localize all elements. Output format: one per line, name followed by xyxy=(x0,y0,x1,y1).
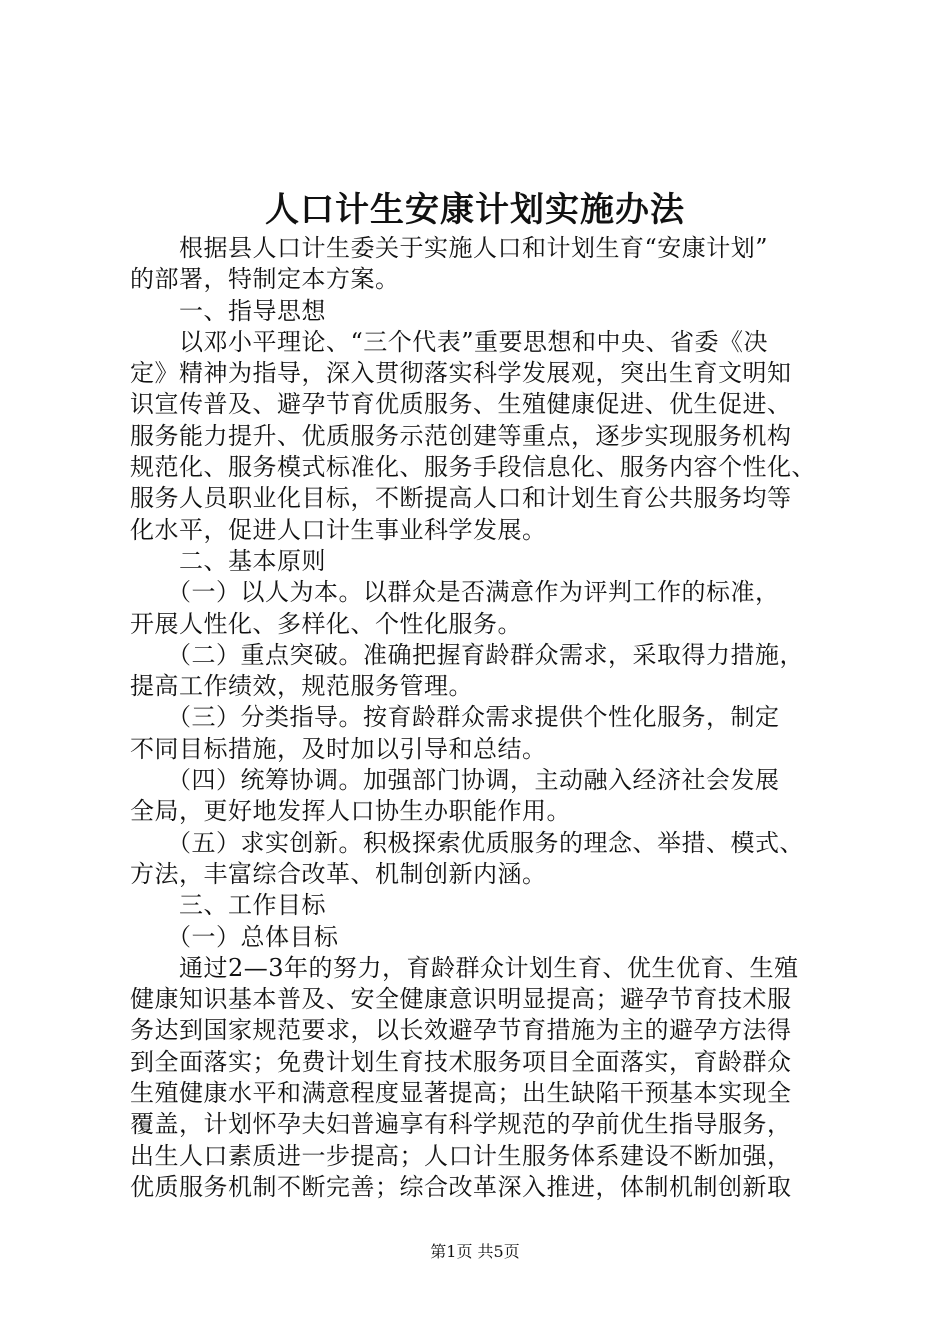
body-text-line: 方法，丰富综合改革、机制创新内涵。 xyxy=(130,859,547,888)
document-title: 人口计生安康计划实施办法 xyxy=(265,190,685,230)
body-text-line: （三）分类指导。按育龄群众需求提供个性化服务，制定 xyxy=(130,703,780,732)
body-text-line: 根据县人口计生委关于实施人口和计划生育“安康计划” xyxy=(130,234,769,262)
body-text-line: 覆盖，计划怀孕夫妇普遍享有科学规范的孕前优生指导服务， xyxy=(130,1110,792,1139)
body-text-line: 服务人员职业化目标，不断提高人口和计划生育公共服务均等 xyxy=(130,484,792,513)
body-text-line: 开展人性化、多样化、个性化服务。 xyxy=(130,609,522,638)
body-text-line: 提高工作绩效，规范服务管理。 xyxy=(130,672,473,701)
body-text-line: 规范化、服务模式标准化、服务手段信息化、服务内容个性化、 xyxy=(130,453,816,482)
body-text-line: 二、基本原则 xyxy=(130,546,326,575)
body-text-line: （四）统筹协调。加强部门协调，主动融入经济社会发展 xyxy=(130,766,780,795)
body-text-line: （二）重点突破。准确把握育龄群众需求，采取得力措施， xyxy=(130,640,804,669)
body-text-line: （一）总体目标 xyxy=(130,922,339,951)
body-text-line: 以邓小平理论、“三个代表”重要思想和中央、省委《决 xyxy=(130,327,769,356)
body-text-line: 的部署，特制定本方案。 xyxy=(130,265,400,294)
body-text-line: 出生人口素质进一步提高；人口计生服务体系建设不断加强， xyxy=(130,1141,792,1170)
body-text-line: 健康知识基本普及、安全健康意识明显提高；避孕节育技术服 xyxy=(130,985,792,1014)
body-text-line: 务达到国家规范要求，以长效避孕节育措施为主的避孕方法得 xyxy=(130,1016,792,1045)
body-text-line: 到全面落实；免费计划生育技术服务项目全面落实，育龄群众 xyxy=(130,1047,792,1076)
page-number-footer: 第1页 共5页 xyxy=(430,1242,520,1261)
body-text-line: 识宣传普及、避孕节育优质服务、生殖健康促进、优生促进、 xyxy=(130,390,792,419)
document-body xyxy=(130,233,850,1203)
body-text-line: 化水平，促进人口计生事业科学发展。 xyxy=(130,515,547,544)
body-text-line: 不同目标措施，及时加以引导和总结。 xyxy=(130,734,547,763)
body-text-line: 生殖健康水平和满意程度显著提高；出生缺陷干预基本实现全 xyxy=(130,1079,792,1108)
body-text-line: （五）求实创新。积极探索优质服务的理念、举措、模式、 xyxy=(130,828,804,857)
body-text-line: 一、指导思想 xyxy=(130,296,326,325)
body-text-line: 全局，更好地发挥人口协生办职能作用。 xyxy=(130,797,571,826)
body-text-line: 通过2—3年的努力，育龄群众计划生育、优生优育、生殖 xyxy=(130,953,799,982)
body-text-line: 优质服务机制不断完善；综合改革深入推进，体制机制创新取 xyxy=(130,1172,792,1201)
body-text-line: （一）以人为本。以群众是否满意作为评判工作的标准， xyxy=(130,578,780,607)
body-text-line: 三、工作目标 xyxy=(130,891,326,920)
body-text-line: 服务能力提升、优质服务示范创建等重点，逐步实现服务机构 xyxy=(130,421,792,450)
body-text-line: 定》精神为指导，深入贯彻落实科学发展观，突出生育文明知 xyxy=(130,359,792,388)
